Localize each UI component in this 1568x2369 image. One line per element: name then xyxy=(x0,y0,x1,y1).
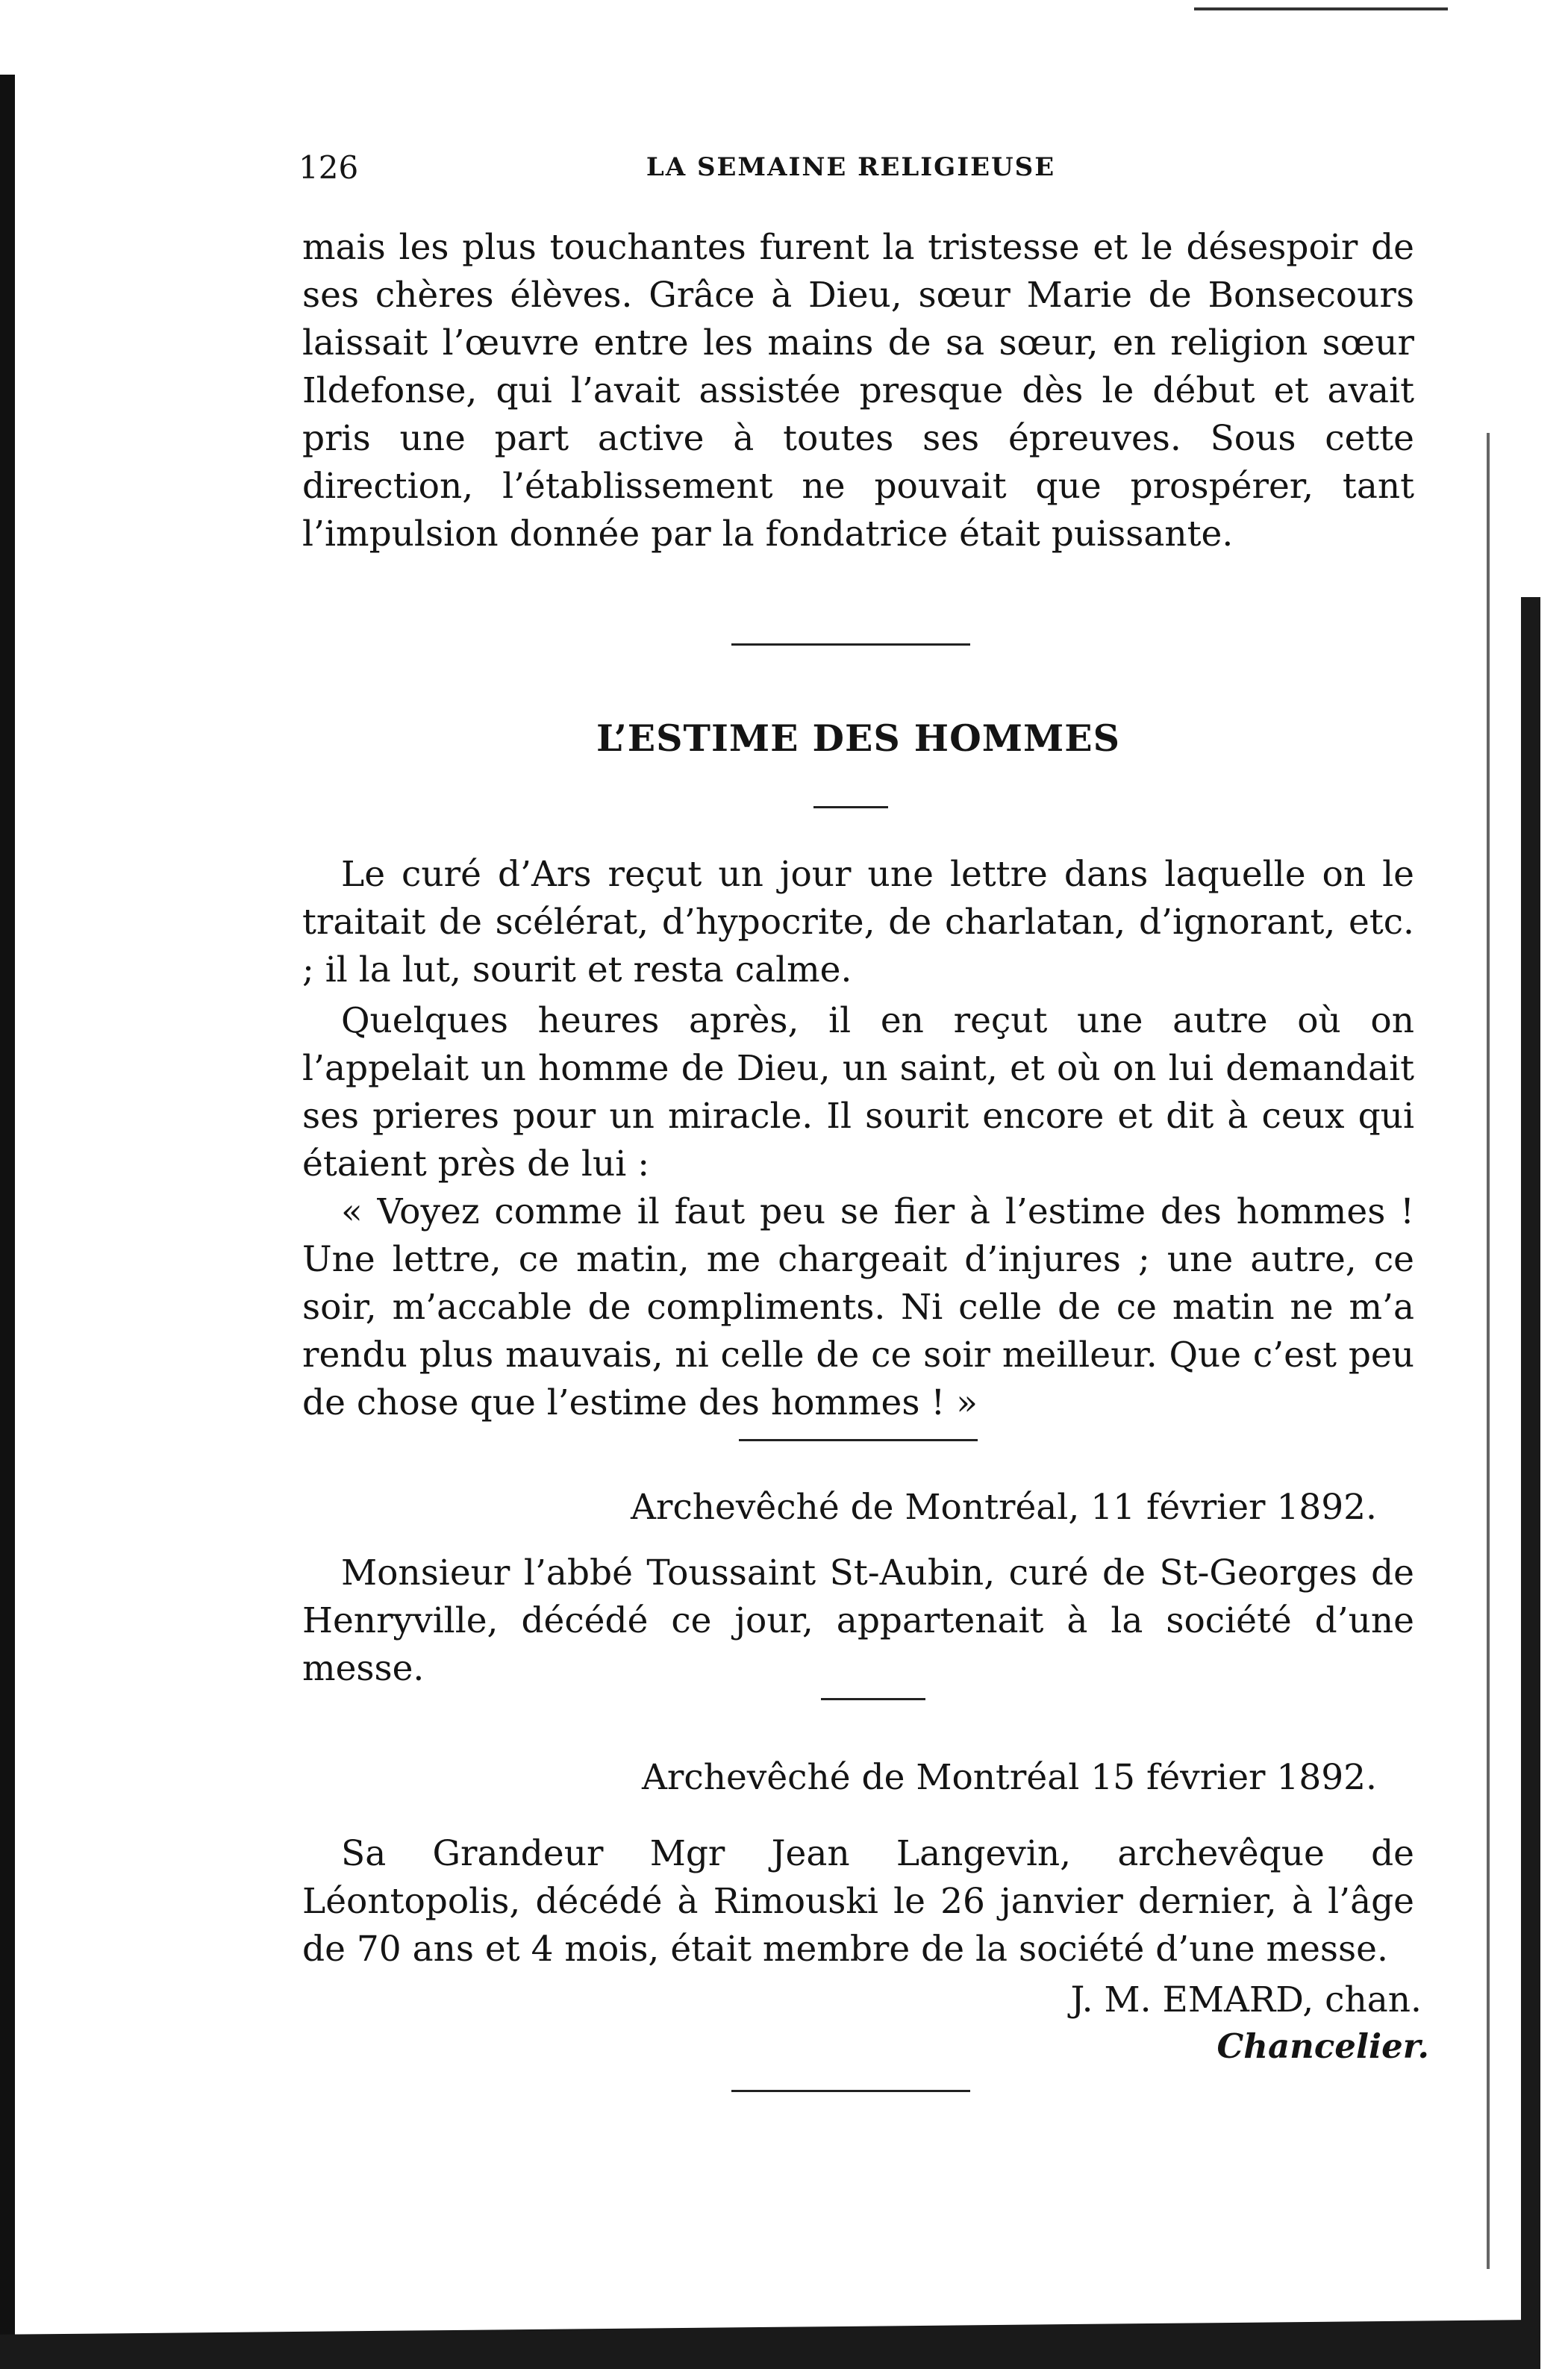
scan-artifact-bottom-edge xyxy=(0,2320,1540,2369)
scan-artifact-right-line xyxy=(1487,433,1490,2269)
scan-artifact-left-edge xyxy=(0,75,15,2369)
scan-artifact-right-edge xyxy=(1521,597,1540,2344)
notice-divider-2 xyxy=(821,1698,925,1700)
running-head: LA SEMAINE RELIGIEUSE xyxy=(646,152,1056,182)
page-number: 126 xyxy=(299,149,359,186)
section-divider xyxy=(731,643,970,646)
intro-paragraph: mais les plus touchantes furent la tristesse et le désespoir de ses chères élèves. Grâce à Dieu, sœur Marie de Bonsecours laissait l’œuvre entre les mains de sa sœur, en religion sœur Ildefonse, qui l’avait assistée presque dès le début et avait pris une part active à toutes ses épreuves. Sous cette direction, l’établissement ne pouvait que prospérer, tant l’impulsion donnée par la fondatrice était puissante. xyxy=(302,227,1414,555)
notice-2-dateline: Archevêché de Montréal 15 février 1892. xyxy=(641,1757,1377,1798)
closing-divider xyxy=(731,2090,970,2092)
notice-1-dateline: Archevêché de Montréal, 11 février 1892. xyxy=(631,1487,1377,1528)
notice-divider-1 xyxy=(739,1439,978,1441)
title-underline xyxy=(813,806,888,808)
section-paragraph-1: Le curé d’Ars reçut un jour une lettre dans laquelle on le traitait de scélérat, d’hypocrite, de charlatan, d’ignorant, etc. ; il la lut, sourit et resta calme. xyxy=(302,854,1414,990)
section-paragraph-2: Quelques heures après, il en reçut une autre où on l’appelait un homme de Dieu, un saint, et où on lui demandait ses prieres pour un miracle. Il sourit encore et dit à ceux qui étaient près de lui : xyxy=(302,1000,1414,1184)
scan-artifact-top-rule xyxy=(1194,7,1448,10)
notice-2-text: Sa Grandeur Mgr Jean Langevin, archevêque de Léontopolis, décédé à Rimouski le 26 janvier dernier, à l’âge de 70 ans et 4 mois, était membre de la société d’une messe. xyxy=(302,1833,1414,1970)
notice-1-text: Monsieur l’abbé Toussaint St-Aubin, curé de St-Georges de Henryville, décédé ce jour, appartenait à la société d’une messe. xyxy=(302,1552,1414,1689)
signature-title: Chancelier. xyxy=(1216,2026,1429,2066)
page-header xyxy=(299,149,1403,194)
section-title: L’ESTIME DES HOMMES xyxy=(596,717,1120,760)
signature-name: J. M. EMARD, chan. xyxy=(1070,1979,1422,2020)
section-paragraph-3: « Voyez comme il faut peu se fier à l’estime des hommes ! Une lettre, ce matin, me chargeait d’injures ; une autre, ce soir, m’accable de compliments. Ni celle de ce matin ne m’a rendu plus mauvais, ni celle de ce soir meilleur. Que c’est peu de chose que l’estime des hommes ! » xyxy=(302,1191,1414,1423)
